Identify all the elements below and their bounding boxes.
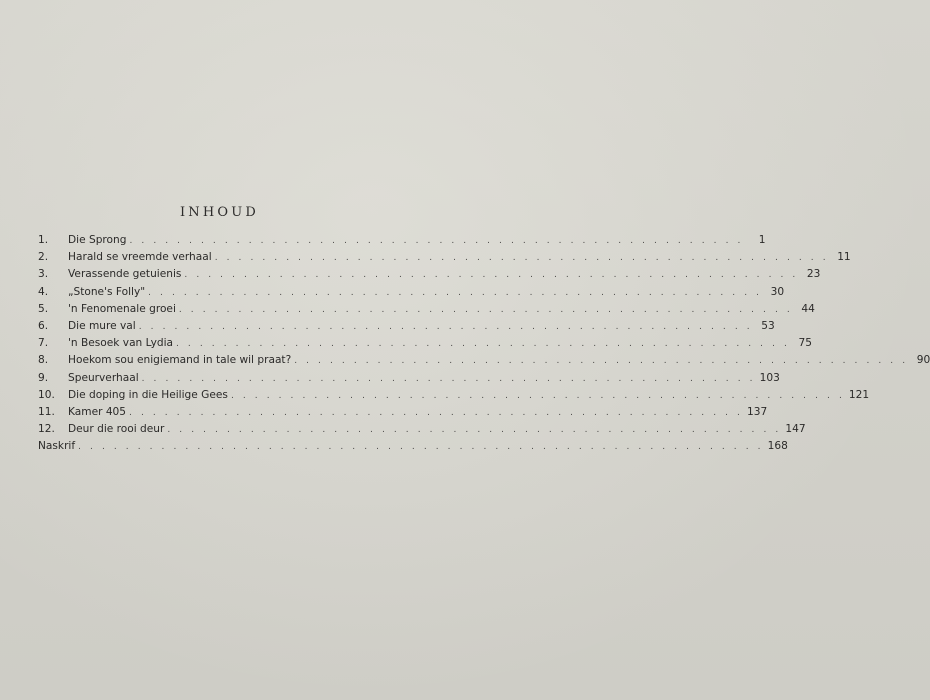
contents-heading: INHOUD bbox=[179, 205, 260, 220]
leader-dots: . . . . . . . . . . . . . . . . . . . . . . . . . . . . . . . . . . . . . . . . . . . . . . . . . . . . bbox=[141, 373, 756, 384]
chapter-number: 7. bbox=[38, 337, 49, 350]
chapter-title: Die doping in die Heilige Gees bbox=[68, 388, 228, 401]
chapter-title: Verassende getuienis bbox=[68, 268, 182, 281]
chapter-number: 10. bbox=[38, 388, 55, 401]
toc-entry bbox=[38, 337, 812, 354]
chapter-title: Harald se vreemde verhaal bbox=[68, 251, 212, 264]
toc-entry bbox=[38, 319, 775, 337]
chapter-title: Deur die rooi deur bbox=[68, 423, 165, 436]
chapter-title: Naskrif bbox=[38, 440, 76, 453]
chapter-title: Die mure val bbox=[68, 319, 136, 332]
leader-dots: . . . . . . . . . . . . . . . . . . . . . . . . . . . . . . . . . . . . . . . . . . . . . . . . . . . . bbox=[230, 390, 845, 401]
chapter-title: Speurverhaal bbox=[68, 371, 139, 384]
chapter-number: 5. bbox=[38, 302, 49, 315]
page-number: 1 bbox=[758, 234, 766, 246]
leader-dots: . . . . . . . . . . . . . . . . . . . . . . . . . . . . . . . . . . . . . . . . . . . . . . . . . . . . bbox=[176, 339, 790, 350]
chapter-title: 'n Fenomenale groei bbox=[68, 302, 176, 315]
page-number: 168 bbox=[767, 440, 788, 453]
chapter-number: 12. bbox=[38, 423, 55, 436]
page-number: 147 bbox=[785, 423, 806, 436]
toc-entry bbox=[38, 302, 815, 320]
chapter-number: 8. bbox=[38, 354, 49, 367]
chapter-number: 2. bbox=[38, 251, 49, 264]
page-number: 44 bbox=[801, 302, 815, 315]
leader-dots: . . . . . . . . . . . . . . . . . . . . . . . . . . . . . . . . . . . . . . . . . . . . . . . . . . . . bbox=[129, 407, 744, 418]
page-number: 137 bbox=[747, 405, 768, 418]
chapter-number: 11. bbox=[38, 405, 55, 418]
toc-entry bbox=[38, 354, 930, 371]
chapter-number: 1. bbox=[38, 234, 49, 246]
leader-dots: . . . . . . . . . . . . . . . . . . . . . . . . . . . . . . . . . . . . . . . . . . . . . . . . . . . . bbox=[178, 304, 793, 315]
leader-dots: . . . . . . . . . . . . . . . . . . . . . . . . . . . . . . . . . . . . . . . . . . . . . . . . . . . . bbox=[129, 236, 744, 246]
leader-dots: . . . . . . . . . . . . . . . . . . . . . . . . . . . . . . . . . . . . . . . . . . . . . . . . . . . . bbox=[294, 356, 909, 367]
page-number: 11 bbox=[837, 251, 851, 264]
leader-dots: . . . . . . . . . . . . . . . . . . . . . . . . . . . . . . . . . . . . . . . . . . . . . . . . . . . . bbox=[184, 270, 799, 281]
toc-entry bbox=[38, 234, 766, 251]
page-number: 103 bbox=[759, 371, 780, 384]
leader-dots: . . . . . . . . . . . . . . . . . . . . . . . . . . . . . . . . . . . . . . . . . . . . . . . . . . . . bbox=[167, 425, 782, 436]
page-number: 75 bbox=[798, 337, 812, 350]
leader-dots: . . . . . . . . . . . . . . . . . . . . . . . . . . . . . . . . . . . . . . . . . . . . . . . . . . . . bbox=[214, 253, 829, 264]
page-number: 121 bbox=[848, 388, 870, 401]
chapter-number: 9. bbox=[38, 371, 49, 384]
chapter-title: Die Sprong bbox=[68, 234, 127, 246]
chapter-title: Kamer 405 bbox=[68, 405, 127, 418]
chapter-number: 4. bbox=[38, 285, 49, 298]
page-number: 53 bbox=[761, 319, 775, 332]
toc-entry bbox=[38, 268, 821, 285]
page-number: 30 bbox=[770, 285, 785, 298]
toc-entry bbox=[38, 405, 768, 423]
toc-entry bbox=[38, 285, 785, 303]
toc-entry bbox=[38, 371, 780, 389]
toc-entry bbox=[38, 423, 806, 440]
page-number: 23 bbox=[806, 268, 821, 281]
leader-dots: . . . . . . . . . . . . . . . . . . . . . . . . . . . . . . . . . . . . . . . . . . . . . . . . . . . . bbox=[138, 321, 753, 332]
leader-dots: . . . . . . . . . . . . . . . . . . . . . . . . . . . . . . . . . . . . . . . . . . . . . . . . . . . . . . . . . . bbox=[78, 442, 764, 453]
toc-entry bbox=[38, 440, 788, 457]
chapter-title: „Stone's Folly" bbox=[68, 285, 146, 298]
table-of-contents bbox=[38, 234, 930, 457]
page-number: 90 bbox=[916, 354, 930, 367]
toc-entry bbox=[38, 251, 851, 268]
chapter-number: 6. bbox=[38, 319, 49, 332]
chapter-number: 3. bbox=[38, 268, 49, 281]
chapter-title: 'n Besoek van Lydia bbox=[68, 337, 174, 350]
toc-entry bbox=[38, 388, 870, 406]
leader-dots: . . . . . . . . . . . . . . . . . . . . . . . . . . . . . . . . . . . . . . . . . . . . . . . . . . . . bbox=[148, 287, 763, 298]
chapter-title: Hoekom sou enigiemand in tale wil praat? bbox=[68, 354, 292, 367]
